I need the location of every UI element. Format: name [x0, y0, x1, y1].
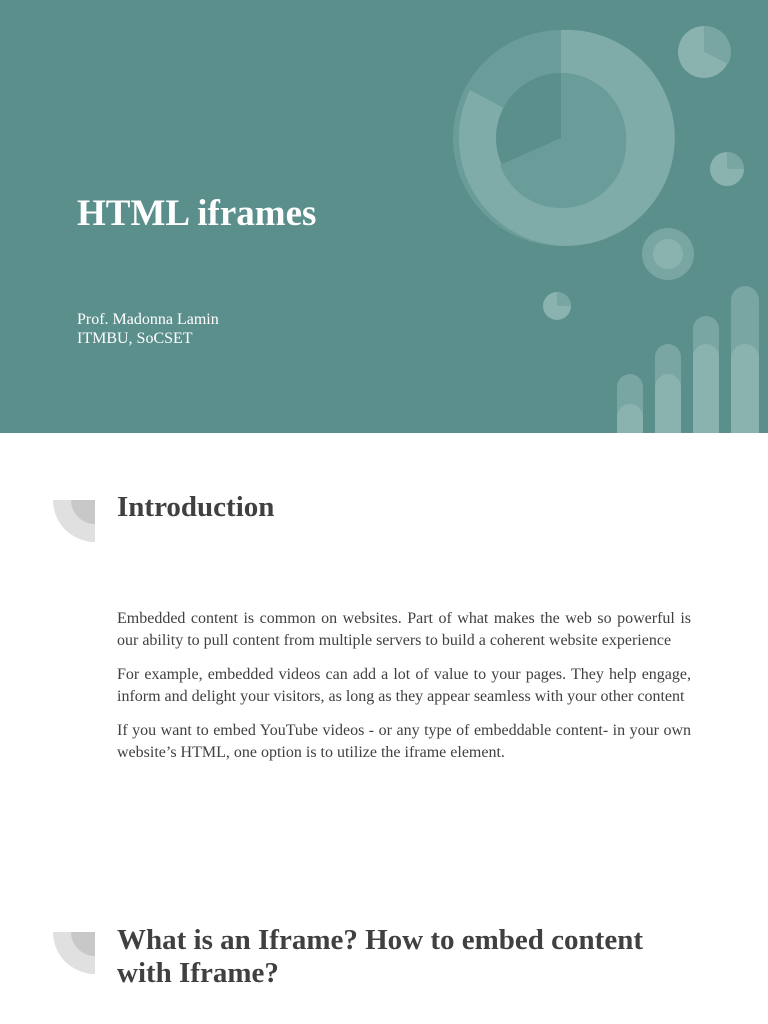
introduction-body	[117, 608, 691, 776]
paragraph: For example, embedded videos can add a lot of value to your pages. They help engage, inform and delight your visitors, as long as they appear seamless with your other content	[117, 666, 691, 705]
pie-small-4-slice	[557, 292, 571, 306]
pie-small-3-inner	[653, 239, 683, 269]
quarter-circle-icon	[53, 500, 95, 542]
what-is-iframe-heading	[117, 924, 717, 990]
slide-title: HTML iframes	[77, 193, 317, 234]
author-name: Prof. Madonna Lamin	[77, 311, 219, 328]
pie-small-2-slice	[727, 152, 744, 169]
heading-line-1: What is an Iframe? How to embed content	[117, 924, 643, 956]
author-block	[77, 310, 219, 348]
heading-line-2: with Iframe?	[117, 957, 279, 989]
paragraph: If you want to embed YouTube videos - or any type of embeddable content- in your own website’s HTML, one option is to utilize the iframe element.	[117, 722, 691, 761]
paragraph: Embedded content is common on websites. Part of what makes the web so powerful is our ability to pull content from multiple servers to build a coherent website experience	[117, 610, 691, 649]
bar-decoration	[617, 286, 759, 433]
title-slide	[0, 0, 768, 433]
author-affiliation: ITMBU, SoCSET	[77, 330, 193, 347]
quarter-circle-icon	[53, 932, 95, 974]
introduction-heading: Introduction	[117, 491, 275, 523]
